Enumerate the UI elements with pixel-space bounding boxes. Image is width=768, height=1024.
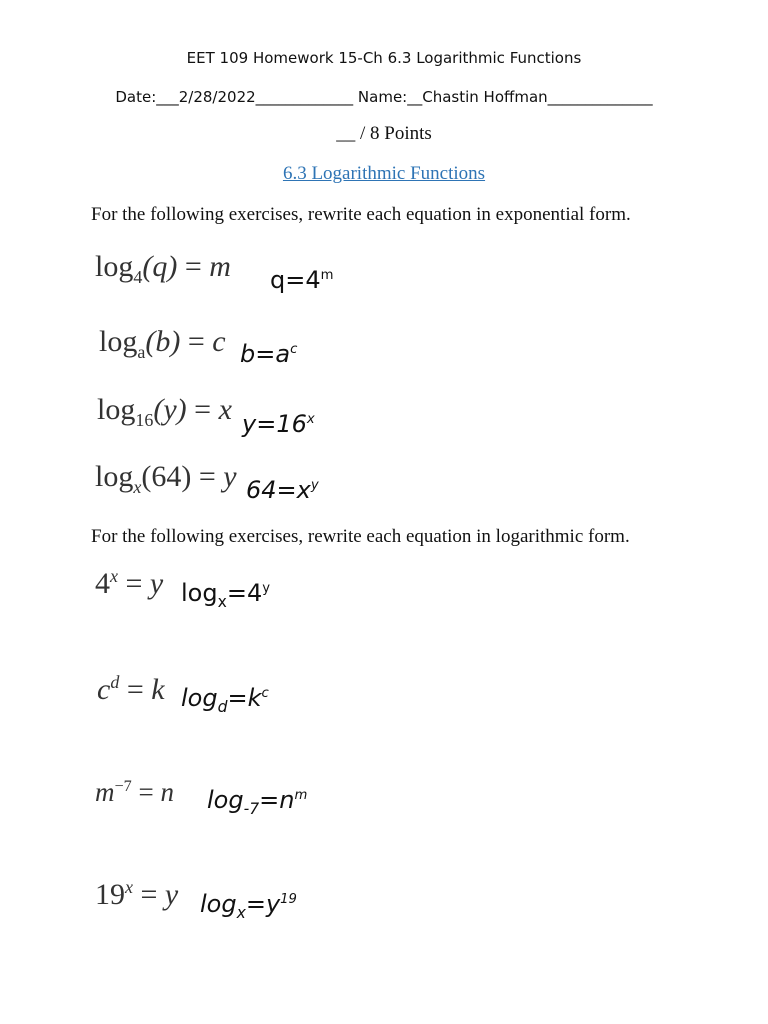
- log-equation-3: $\log_{16}(y) = x$: [97, 393, 232, 430]
- exp-equation-4: $19^x = y$: [95, 877, 179, 911]
- answer-5: $\log_x=4^y$: [181, 579, 271, 611]
- log-equation-1: $\log_4(q) = m$: [95, 250, 231, 287]
- exp-equation-3: $m^{-7} = n$: [95, 777, 174, 807]
- exp-equation-1: $4^x = y$: [95, 566, 164, 600]
- instruction-logarithmic: For the following exercises, rewrite each equation in logarithmic form.: [91, 526, 630, 547]
- answer-7: $\log_{-7}=n^m$: [207, 786, 308, 818]
- homework-title: EET 109 Homework 15-Ch 6.3 Logarithmic Functions: [186, 49, 582, 67]
- section-heading: [0, 163, 768, 185]
- answer-8: $\log_x=y^{19}$: [200, 890, 297, 922]
- section-link[interactable]: 6.3 Logarithmic Functions: [282, 163, 486, 184]
- points-line: __ / 8 Points: [336, 123, 432, 144]
- exp-equation-2: $c^d = k$: [97, 672, 165, 706]
- log-equation-2: $\log_a(b) = c$: [99, 325, 226, 362]
- instruction-exponential: For the following exercises, rewrite each equation in exponential form.: [91, 204, 631, 225]
- answer-4: $64=x^y$: [246, 476, 319, 504]
- answer-6: $\log_d=k^c$: [181, 684, 269, 716]
- answer-1: $q=4^m$: [270, 266, 334, 294]
- date-name-line: Date:___2/28/2022_____________ Name:__Chastin Hoffman______________: [115, 88, 653, 106]
- log-equation-4: $\log_x(64) = y$: [95, 460, 237, 497]
- answer-2: $b=a^c$: [240, 340, 298, 368]
- answer-3: $y=16^x$: [242, 410, 315, 438]
